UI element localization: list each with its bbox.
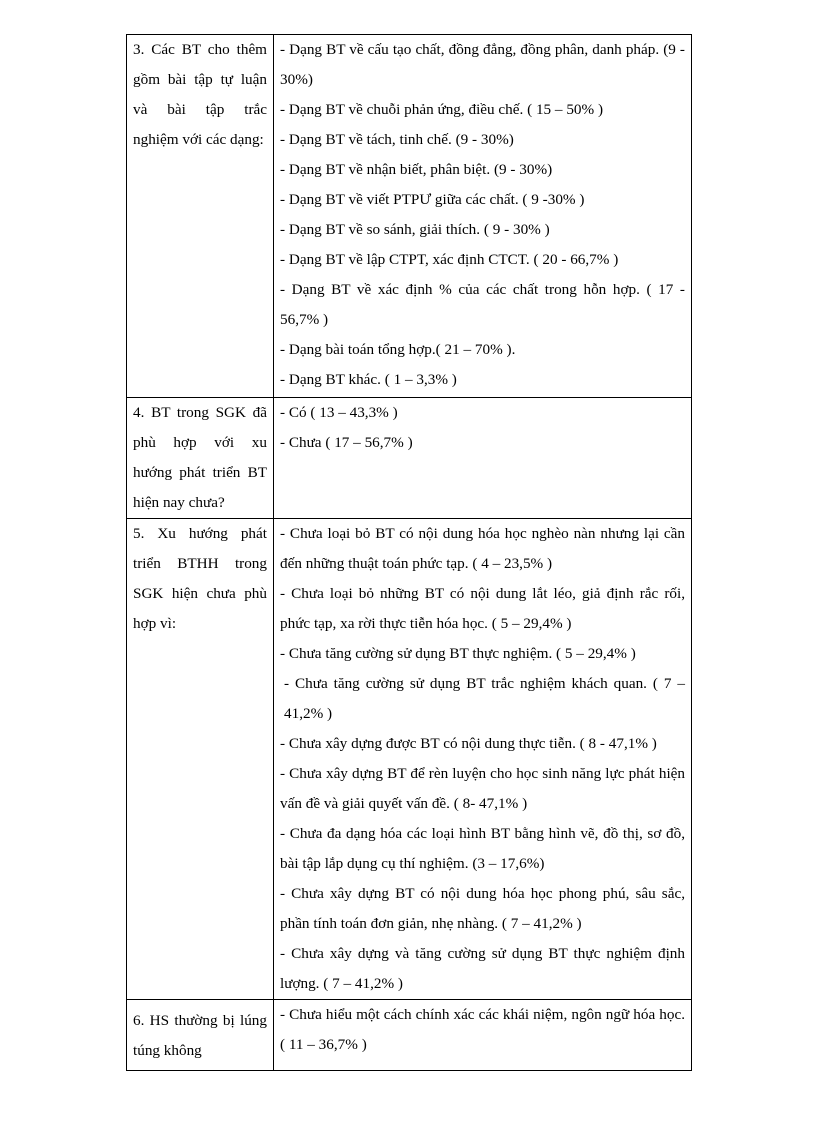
- answer-item: - Dạng BT về nhận biết, phân biệt. (9 - 30%): [280, 161, 553, 178]
- answer-item: - Chưa ( 17 – 56,7% ): [280, 434, 413, 451]
- answer-item: - Dạng BT về chuỗi phản ứng, điều chế. ( 15 – 50% ): [280, 101, 604, 118]
- answer-cell: [274, 398, 692, 519]
- question-text: 3. Các BT cho thêm gồm bài tập tự luận và bài tập trắc nghiệm với các dạng:: [133, 41, 267, 148]
- survey-table: [126, 34, 692, 1071]
- answer-item: - Dạng bài toán tổng hợp.( 21 – 70% ).: [280, 341, 516, 358]
- answer-cell: [274, 35, 692, 398]
- answer-cell: [274, 1000, 692, 1071]
- question-text: 6. HS thường bị lúng túng không: [133, 1012, 267, 1059]
- answer-item: - Dạng BT về tách, tinh chế. (9 - 30%): [280, 131, 514, 148]
- answer-item: - Dạng BT về so sánh, giải thích. ( 9 - 30% ): [280, 221, 550, 238]
- answer-item: - Dạng BT về lập CTPT, xác định CTCT. ( 20 - 66,7% ): [280, 251, 619, 268]
- table-row: [127, 519, 692, 1000]
- answer-item: - Chưa đa dạng hóa các loại hình BT bằng hình vẽ, đồ thị, sơ đồ, bài tập lắp dụng cụ thí nghiệm. (3 – 17,6%): [280, 825, 685, 872]
- table-row: [127, 1000, 692, 1071]
- answer-cell: [274, 519, 692, 1000]
- answer-item: - Chưa xây dựng BT để rèn luyện cho học sinh năng lực phát hiện vấn đề và giải quyết vấn đề. ( 8- 47,1% ): [280, 765, 685, 812]
- question-cell: [127, 519, 274, 1000]
- table-row: [127, 35, 692, 398]
- answer-item: - Có ( 13 – 43,3% ): [280, 404, 398, 421]
- answer-item: - Dạng BT khác. ( 1 – 3,3% ): [280, 371, 457, 388]
- answer-item: - Chưa loại bỏ BT có nội dung hóa học nghèo nàn nhưng lại cần đến những thuật toán phức tạp. ( 4 – 23,5% ): [280, 525, 685, 572]
- question-text: 4. BT trong SGK đã phù hợp với xu hướng phát triển BT hiện nay chưa?: [133, 404, 267, 511]
- question-cell: [127, 1000, 274, 1071]
- answer-item: - Dạng BT về viết PTPƯ giữa các chất. ( 9 -30% ): [280, 191, 585, 208]
- answer-item: - Chưa xây dựng và tăng cường sử dụng BT thực nghiệm định lượng. ( 7 – 41,2% ): [280, 945, 685, 992]
- question-cell: [127, 35, 274, 398]
- answer-item: - Dạng BT về xác định % của các chất trong hỗn hợp. ( 17 - 56,7% ): [280, 281, 685, 328]
- answer-item: - Chưa xây dựng được BT có nội dung thực tiễn. ( 8 - 47,1% ): [280, 735, 657, 752]
- answer-item: - Chưa tăng cường sử dụng BT thực nghiệm. ( 5 – 29,4% ): [280, 645, 636, 662]
- answer-item: - Chưa tăng cường sử dụng BT trắc nghiệm khách quan. ( 7 – 41,2% ): [284, 675, 685, 722]
- question-cell: [127, 398, 274, 519]
- table-row: [127, 398, 692, 519]
- answer-item: - Chưa xây dựng BT có nội dung hóa học phong phú, sâu sắc, phần tính toán đơn giản, nhẹ nhàng. ( 7 – 41,2% ): [280, 885, 685, 932]
- answer-item: - Dạng BT về cấu tạo chất, đồng đẳng, đồng phân, danh pháp. (9 - 30%): [280, 41, 685, 88]
- question-text: 5. Xu hướng phát triển BTHH trong SGK hiện chưa phù hợp vì:: [133, 525, 267, 632]
- answer-item: - Chưa loại bỏ những BT có nội dung lắt léo, giả định rắc rối, phức tạp, xa rời thực tiễn hóa học. ( 5 – 29,4% ): [280, 585, 685, 632]
- answer-item: - Chưa hiểu một cách chính xác các khái niệm, ngôn ngữ hóa học. ( 11 – 36,7% ): [280, 1006, 685, 1053]
